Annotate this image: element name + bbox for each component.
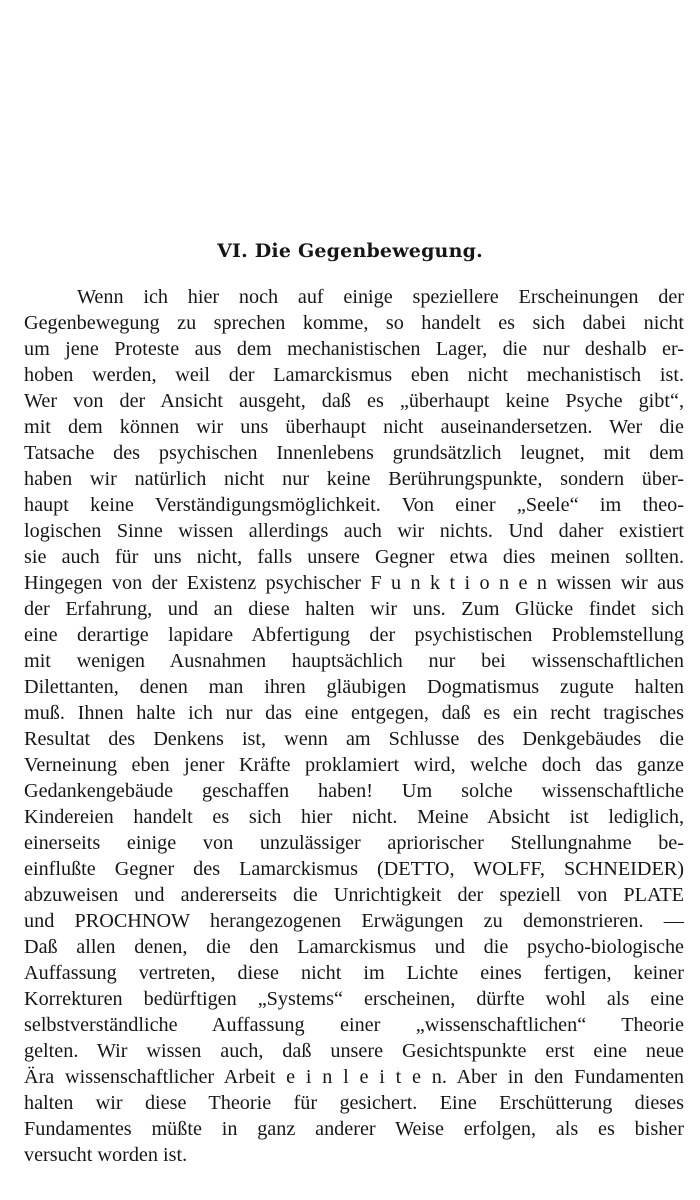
text-line: um jene Proteste aus dem mechanistischen Lager, die nur deshalb er- [24,338,684,360]
text-line: und PROCHNOW herangezogenen Erwägungen zu demonstrieren. — [24,910,684,932]
text-line: Daß allen denen, die den Lamarckismus und die psycho-biologische [24,936,684,958]
text-line: Wer von der Ansicht ausgeht, daß es „überhaupt keine Psyche gibt“, [24,390,684,412]
text-line: eine derartige lapidare Abfertigung der psychistischen Problemstellung [24,624,684,646]
text-line: Tatsache des psychischen Innenlebens grundsätzlich leugnet, mit dem [24,442,684,464]
body-paragraph [24,284,684,1168]
text-line: mit dem können wir uns überhaupt nicht auseinandersetzen. Wer die [24,416,684,438]
text-line: Fundamentes müßte in ganz anderer Weise erfolgen, als es bisher [24,1118,684,1140]
text-line: Dilettanten, denen man ihren gläubigen Dogmatismus zugute halten [24,676,684,698]
text-line: Gegenbewegung zu sprechen komme, so handelt es sich dabei nicht [24,312,684,334]
text-line: Kindereien handelt es sich hier nicht. Meine Absicht ist lediglich, [24,806,684,828]
text-line: mit wenigen Ausnahmen hauptsächlich nur bei wissenschaftlichen [24,650,684,672]
chapter-heading: VI. Die Gegenbewegung. [217,240,483,262]
text-line: halten wir diese Theorie für gesichert. Eine Erschütterung dieses [24,1092,684,1114]
text-line: Verneinung eben jener Kräfte proklamiert wird, welche doch das ganze [24,754,684,776]
text-line: haben wir natürlich nicht nur keine Berührungspunkte, sondern über- [24,468,684,490]
text-line: Resultat des Denkens ist, wenn am Schlusse des Denkgebäudes die [24,728,684,750]
text-line: einerseits einige von unzulässiger apriorischer Stellungnahme be- [24,832,684,854]
text-line: Ära wissenschaftlicher Arbeit e i n l e i t e n. Aber in den Fundamenten [24,1066,684,1088]
text-line: gelten. Wir wissen auch, daß unsere Gesichtspunkte erst eine neue [24,1040,684,1062]
text-line: der Erfahrung, und an diese halten wir uns. Zum Glücke findet sich [24,598,684,620]
text-line: Gedankengebäude geschaffen haben! Um solche wissenschaftliche [24,780,684,802]
text-line: Korrekturen bedürftigen „Systems“ erscheinen, dürfte wohl als eine [24,988,684,1010]
text-line: sie auch für uns nicht, falls unsere Gegner etwa dies meinen sollten. [24,546,684,568]
text-line: Hingegen von der Existenz psychischer F u n k t i o n e n wissen wir aus [24,572,684,594]
text-line: haupt keine Verständigungsmöglichkeit. Von einer „Seele“ im theo- [24,494,684,516]
text-line: muß. Ihnen halte ich nur das eine entgegen, daß es ein recht tragisches [24,702,684,724]
text-line: hoben werden, weil der Lamarckismus eben nicht mechanistisch ist. [24,364,684,386]
text-line: logischen Sinne wissen allerdings auch wir nichts. Und daher existiert [24,520,684,542]
text-line: Auffassung vertreten, diese nicht im Lichte eines fertigen, keiner [24,962,684,984]
text-line: versucht worden ist. [24,1144,188,1166]
text-line: einflußte Gegner des Lamarckismus (DETTO, WOLFF, SCHNEIDER) [24,858,684,880]
text-line: abzuweisen und andererseits die Unrichtigkeit der speziell von PLATE [24,884,684,906]
text-line: Wenn ich hier noch auf einige speziellere Erscheinungen der [77,286,684,308]
text-line: selbstverständliche Auffassung einer „wissenschaftlichen“ Theorie [24,1014,684,1036]
